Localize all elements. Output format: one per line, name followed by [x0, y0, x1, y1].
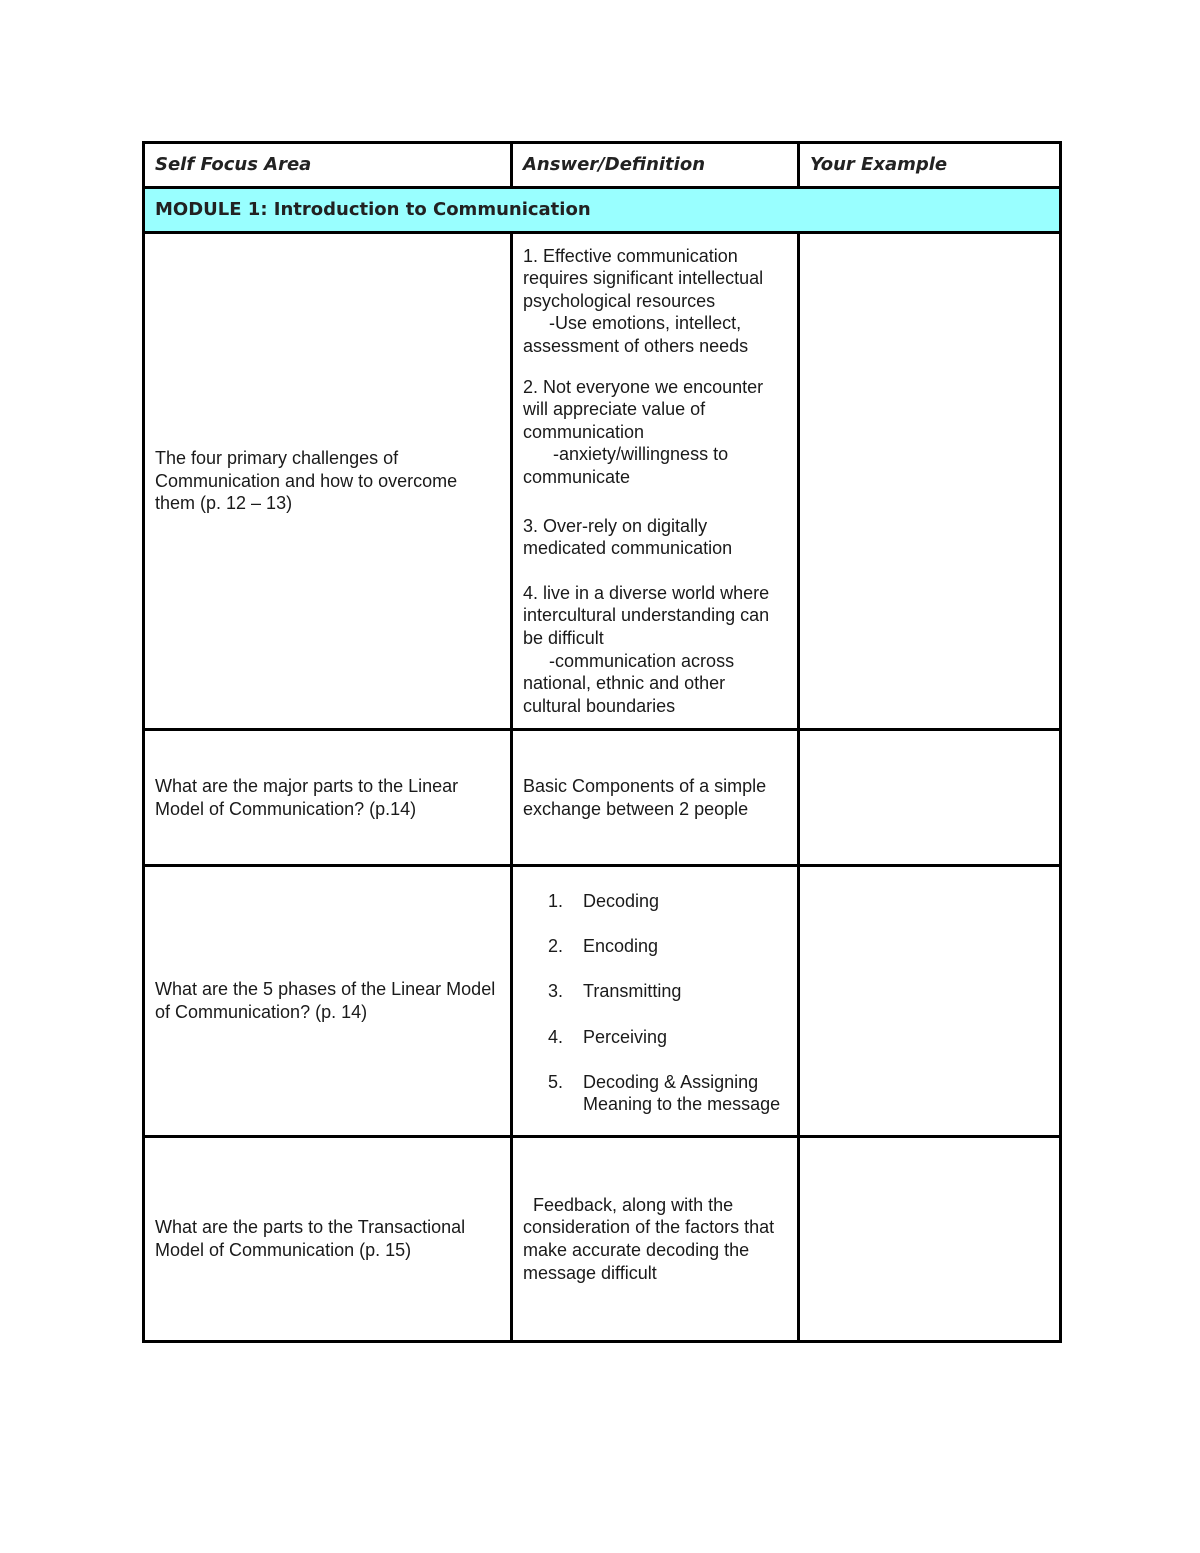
list-text: Decoding & Assigning Meaning to the message: [583, 1071, 781, 1115]
table-row: [144, 730, 1061, 866]
list-text: Encoding: [583, 936, 659, 957]
list-text: Decoding: [583, 891, 660, 912]
example-cell[interactable]: [799, 730, 1061, 866]
list-text: Perceiving: [583, 1026, 668, 1047]
answer-subpoint: -anxiety/willingness to: [553, 444, 729, 465]
answer-subpoint-continued: communicate: [523, 467, 631, 487]
answer-subpoint: -communication across: [549, 650, 735, 671]
answer-cell: Basic Components of a simple exchange between 2 people: [512, 730, 799, 866]
question-cell: What are the major parts to the Linear Model of Communication? (p.14): [144, 730, 512, 866]
question-cell: What are the 5 phases of the Linear Model of Communication? (p. 14): [144, 866, 512, 1137]
table-row: [144, 233, 1061, 730]
answer-subpoint-continued: assessment of others needs: [523, 336, 749, 357]
answer-cell: Feedback, along with the consideration of the factors that make accurate decoding the message difficult: [512, 1137, 799, 1342]
list-number: 3.: [547, 981, 563, 1002]
list-item: [523, 935, 787, 958]
module-row: [144, 188, 1061, 233]
list-item: [523, 890, 787, 913]
answer-subpoint: -Use emotions, intellect,: [549, 313, 742, 334]
list-item: [523, 1071, 787, 1116]
list-text: Transmitting: [583, 981, 682, 1002]
table-row: [144, 1137, 1061, 1342]
list-item: [523, 1026, 787, 1049]
answer-subpoint-continued: national, ethnic and other cultural boundaries: [523, 673, 726, 716]
header-self-focus-area: Self Focus Area: [144, 143, 512, 188]
answer-paragraph: 3. Over-rely on digitally medicated communication: [523, 515, 733, 559]
list-number: 4.: [547, 1026, 563, 1047]
answer-cell: [512, 866, 799, 1137]
header-row: [144, 143, 1061, 188]
header-your-example: Your Example: [799, 143, 1061, 188]
answer-paragraph: 1. Effective communication requires significant intellectual psychological resources: [523, 245, 764, 311]
table-row: [144, 866, 1061, 1137]
study-guide-table: [142, 141, 1062, 1343]
header-answer-definition: Answer/Definition: [512, 143, 799, 188]
list-number: 1.: [547, 891, 563, 912]
example-cell[interactable]: [799, 1137, 1061, 1342]
list-number: 5.: [547, 1071, 563, 1092]
list-item: [523, 980, 787, 1003]
answer-cell: [512, 233, 799, 730]
question-cell: What are the parts to the Transactional Model of Communication (p. 15): [144, 1137, 512, 1342]
example-cell[interactable]: [799, 866, 1061, 1137]
question-cell: The four primary challenges of Communication and how to overcome them (p. 12 – 13): [144, 233, 512, 730]
answer-paragraph: 2. Not everyone we encounter will appreciate value of communication: [523, 376, 764, 442]
phases-list: [523, 878, 787, 1124]
list-number: 2.: [547, 936, 563, 957]
module-title: MODULE 1: Introduction to Communication: [144, 188, 1061, 233]
example-cell[interactable]: [799, 233, 1061, 730]
answer-paragraph: 4. live in a diverse world where intercultural understanding can be difficult: [523, 582, 770, 648]
